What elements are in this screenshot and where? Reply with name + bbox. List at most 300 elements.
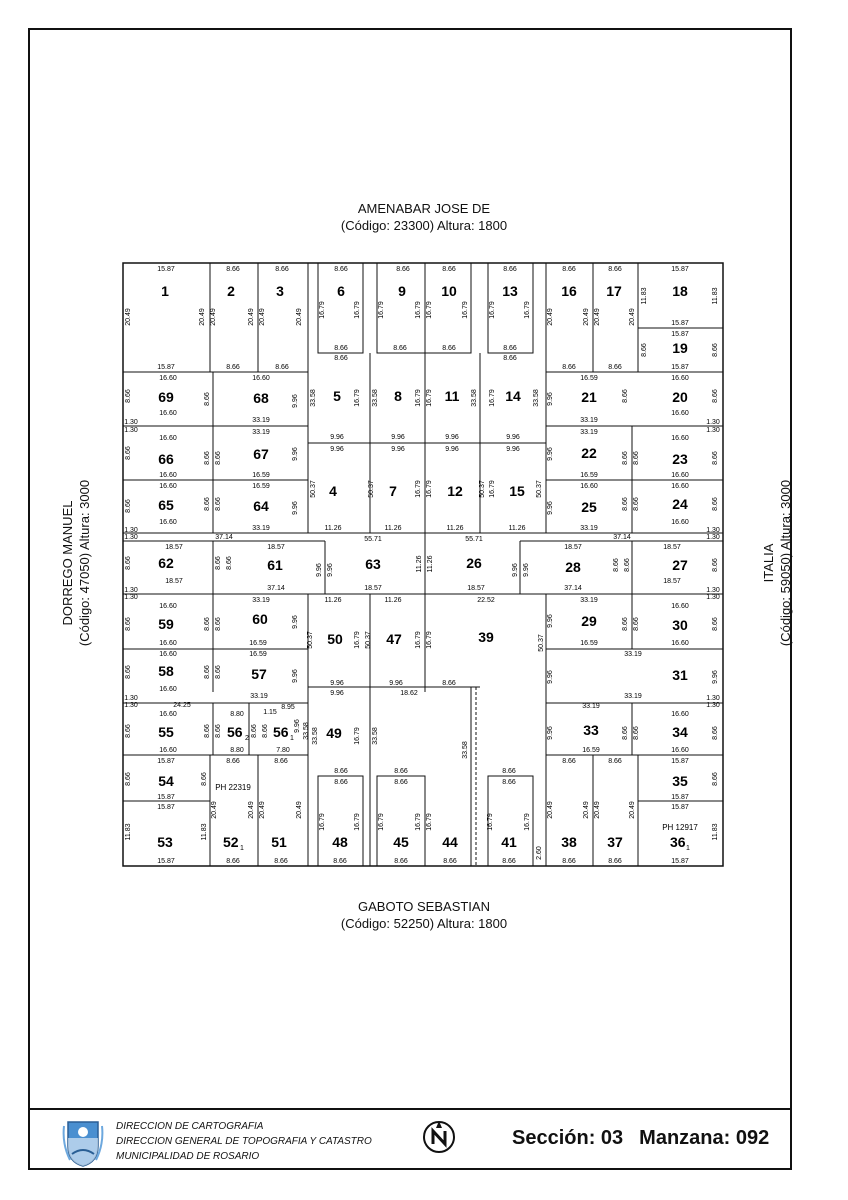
street-north-info: (Código: 23300) Altura: 1800 bbox=[340, 218, 508, 233]
measure: 33.58 bbox=[310, 389, 317, 407]
measure: 8.66 bbox=[226, 364, 240, 371]
measure: 20.49 bbox=[199, 308, 206, 326]
measure: 8.66 bbox=[204, 724, 211, 738]
measure: 8.66 bbox=[226, 758, 240, 765]
lot-number: 44 bbox=[442, 834, 458, 850]
measure: 1.30 bbox=[706, 527, 720, 534]
measure: 8.66 bbox=[633, 726, 640, 740]
measure: 11.26 bbox=[508, 525, 526, 532]
lot-number: 58 bbox=[158, 663, 174, 679]
measure: 20.49 bbox=[259, 308, 266, 326]
measure: 20.49 bbox=[547, 801, 554, 819]
measure: 9.96 bbox=[330, 690, 344, 697]
measure: 11.83 bbox=[125, 823, 132, 841]
lot-number: 62 bbox=[158, 555, 174, 571]
rosario-coat-of-arms-icon bbox=[62, 1116, 104, 1168]
measure: 11.26 bbox=[416, 555, 423, 573]
street-east-name: ITALIA bbox=[761, 543, 776, 583]
measure: 8.66 bbox=[712, 772, 719, 786]
lot-number: 65 bbox=[158, 497, 174, 513]
measure: 33.19 bbox=[580, 417, 598, 424]
measure: 8.66 bbox=[204, 392, 211, 406]
measure: 33.58 bbox=[303, 722, 310, 740]
measure: 16.79 bbox=[319, 813, 326, 831]
lot-number: 31 bbox=[672, 667, 688, 683]
measure: 8.66 bbox=[624, 558, 631, 572]
measure: 16.60 bbox=[671, 603, 689, 610]
measure: 15.87 bbox=[157, 858, 175, 865]
measure: 8.66 bbox=[712, 497, 719, 511]
measure: 16.59 bbox=[252, 472, 270, 479]
lot-number: 28 bbox=[565, 559, 581, 575]
measure: 8.66 bbox=[204, 617, 211, 631]
lot-number: 56 bbox=[227, 724, 243, 740]
measure: 8.66 bbox=[334, 355, 348, 362]
measure: 16.60 bbox=[159, 651, 177, 658]
lot-number: 29 bbox=[581, 613, 597, 629]
measure: 8.66 bbox=[608, 364, 622, 371]
measure: 16.79 bbox=[415, 631, 422, 649]
measure: 16.60 bbox=[671, 472, 689, 479]
measure: 1.15 bbox=[263, 709, 277, 716]
measure: 8.66 bbox=[712, 343, 719, 357]
measure: 20.49 bbox=[547, 308, 554, 326]
measure: 16.59 bbox=[249, 651, 267, 658]
measure: 11.26 bbox=[446, 525, 464, 532]
measure: 33.19 bbox=[624, 693, 642, 700]
measure: 8.66 bbox=[393, 345, 407, 352]
lot-number: 10 bbox=[441, 283, 457, 299]
measure: 1.30 bbox=[706, 594, 720, 601]
lot-number: 54 bbox=[158, 773, 174, 789]
lot-number: 37 bbox=[607, 834, 623, 850]
measure: 9.96 bbox=[330, 680, 344, 687]
street-west-name: DORREGO MANUEL bbox=[60, 500, 75, 626]
lot-subscript: 1 bbox=[686, 845, 690, 852]
measure: 1.30 bbox=[124, 587, 138, 594]
lot-number: 30 bbox=[672, 617, 688, 633]
lot-number: 64 bbox=[253, 498, 269, 514]
lot-number: 9 bbox=[398, 283, 406, 299]
street-north-name: AMENABAR JOSE DE bbox=[357, 201, 491, 216]
lot-number: 49 bbox=[326, 725, 342, 741]
lot-number: 59 bbox=[158, 616, 174, 632]
measure: 16.79 bbox=[319, 301, 326, 319]
measure: 15.87 bbox=[671, 266, 689, 273]
measure: 16.79 bbox=[524, 813, 531, 831]
lot-subscript: 2 bbox=[245, 735, 249, 742]
lot-number: 52 bbox=[223, 834, 239, 850]
measure: 8.66 bbox=[394, 858, 408, 865]
measure: 16.79 bbox=[354, 727, 361, 745]
measure: 18.57 bbox=[663, 544, 681, 551]
measure: 20.49 bbox=[296, 308, 303, 326]
measure: 20.49 bbox=[583, 801, 590, 819]
measure: 9.96 bbox=[292, 394, 299, 408]
measure: 16.60 bbox=[159, 640, 177, 647]
measure: 11.26 bbox=[324, 597, 342, 604]
measure: 1.30 bbox=[124, 419, 138, 426]
measure: 33.58 bbox=[462, 741, 469, 759]
measure: 16.60 bbox=[671, 410, 689, 417]
measure: 9.96 bbox=[547, 392, 554, 406]
lot-number: 63 bbox=[365, 556, 381, 572]
measure: 8.66 bbox=[204, 497, 211, 511]
measure: 8.66 bbox=[503, 266, 517, 273]
measure: 8.66 bbox=[125, 446, 132, 460]
measure: 8.66 bbox=[442, 266, 456, 273]
measure: 8.66 bbox=[443, 858, 457, 865]
measure: 16.60 bbox=[671, 519, 689, 526]
measure: 16.60 bbox=[671, 711, 689, 718]
measure: 8.66 bbox=[394, 779, 408, 786]
measure: 8.80 bbox=[230, 747, 244, 754]
measure: 8.66 bbox=[633, 497, 640, 511]
measure: 8.66 bbox=[712, 389, 719, 403]
measure: 11.26 bbox=[384, 597, 402, 604]
measure: 11.83 bbox=[712, 287, 719, 305]
lot-number: 51 bbox=[271, 834, 287, 850]
measure: 8.66 bbox=[712, 617, 719, 631]
measure: 8.66 bbox=[226, 266, 240, 273]
measure: 16.60 bbox=[671, 435, 689, 442]
lot-number: 45 bbox=[393, 834, 409, 850]
measure: 9.96 bbox=[391, 434, 405, 441]
measure: 8.66 bbox=[562, 758, 576, 765]
lot-number: 5 bbox=[333, 388, 341, 404]
measure: 9.96 bbox=[292, 615, 299, 629]
lot-number: 55 bbox=[158, 724, 174, 740]
measure: 8.66 bbox=[125, 617, 132, 631]
lot-number: 16 bbox=[561, 283, 577, 299]
measure: 16.79 bbox=[378, 813, 385, 831]
measure: 1.30 bbox=[706, 534, 720, 541]
lot-number: 15 bbox=[509, 483, 525, 499]
ph-labels bbox=[215, 783, 698, 832]
measure: 16.60 bbox=[252, 375, 270, 382]
measure: 11.83 bbox=[712, 823, 719, 841]
measure: 8.66 bbox=[215, 451, 222, 465]
lot-number: 8 bbox=[394, 388, 402, 404]
measure: 8.66 bbox=[503, 345, 517, 352]
lot-number: 18 bbox=[672, 283, 688, 299]
measure: 16.79 bbox=[378, 301, 385, 319]
measure: 8.66 bbox=[125, 772, 132, 786]
measure: 8.66 bbox=[394, 768, 408, 775]
measure: 8.66 bbox=[333, 858, 347, 865]
seccion-label: Sección: 03 bbox=[512, 1127, 624, 1149]
lot-number: 24 bbox=[672, 496, 688, 512]
street-east-info: (Código: 59050) Altura: 3000 bbox=[778, 479, 793, 647]
measure: 9.96 bbox=[391, 446, 405, 453]
lot-number: 47 bbox=[386, 631, 402, 647]
measure: 18.57 bbox=[364, 585, 382, 592]
measure: 33.19 bbox=[252, 597, 270, 604]
measure: 8.66 bbox=[622, 497, 629, 511]
measure: 9.96 bbox=[327, 563, 334, 577]
measure: 8.66 bbox=[613, 558, 620, 572]
measure: 8.66 bbox=[262, 724, 269, 738]
measure: 15.87 bbox=[671, 320, 689, 327]
measure: 16.79 bbox=[415, 813, 422, 831]
measure: 16.79 bbox=[489, 480, 496, 498]
lot-number: 26 bbox=[466, 555, 482, 571]
measure: 8.66 bbox=[396, 266, 410, 273]
measure: 8.66 bbox=[274, 858, 288, 865]
lot-number: 48 bbox=[332, 834, 348, 850]
measure: 9.96 bbox=[292, 447, 299, 461]
measure: 8.66 bbox=[125, 724, 132, 738]
measure: 9.96 bbox=[547, 726, 554, 740]
street-south-name: GABOTO SEBASTIAN bbox=[358, 899, 490, 914]
measure: 20.49 bbox=[629, 308, 636, 326]
measure: 16.79 bbox=[354, 813, 361, 831]
lot-number: 35 bbox=[672, 773, 688, 789]
street-south-info: (Código: 52250) Altura: 1800 bbox=[340, 916, 508, 931]
measure: 8.66 bbox=[502, 768, 516, 775]
measure: 8.66 bbox=[622, 451, 629, 465]
measure: 16.79 bbox=[426, 480, 433, 498]
lot-number: 41 bbox=[501, 834, 517, 850]
measure: 50.37 bbox=[310, 480, 317, 498]
measure: 16.60 bbox=[671, 483, 689, 490]
measure: 50.37 bbox=[365, 631, 372, 649]
measure: 11.83 bbox=[201, 823, 208, 841]
measure: 20.49 bbox=[583, 308, 590, 326]
measure: 16.79 bbox=[415, 301, 422, 319]
measure: 20.49 bbox=[248, 308, 255, 326]
measure: 33.19 bbox=[582, 703, 600, 710]
measure: 2.60 bbox=[536, 846, 543, 860]
measure: 1.30 bbox=[706, 587, 720, 594]
measure: 8.66 bbox=[641, 343, 648, 357]
measure: 33.19 bbox=[252, 429, 270, 436]
lot-number: 13 bbox=[502, 283, 518, 299]
measure: 8.66 bbox=[204, 451, 211, 465]
measure: 8.66 bbox=[442, 345, 456, 352]
measure: 15.87 bbox=[157, 758, 175, 765]
measure: 9.96 bbox=[547, 670, 554, 684]
measure: 8.66 bbox=[215, 497, 222, 511]
footer-credits bbox=[116, 1119, 372, 1164]
lot-number: 33 bbox=[583, 722, 599, 738]
measure: 8.66 bbox=[125, 389, 132, 403]
boundary bbox=[377, 263, 471, 353]
measure: 9.96 bbox=[712, 670, 719, 684]
lot-number: 66 bbox=[158, 451, 174, 467]
measure: 16.60 bbox=[159, 686, 177, 693]
measure: 16.79 bbox=[426, 301, 433, 319]
measure: 24.25 bbox=[173, 702, 191, 709]
lot-number: 61 bbox=[267, 557, 283, 573]
measure: 15.87 bbox=[671, 364, 689, 371]
measure: 9.96 bbox=[523, 563, 530, 577]
measure: 18.62 bbox=[400, 690, 418, 697]
measure: 33.58 bbox=[372, 389, 379, 407]
lot-number: 67 bbox=[253, 446, 269, 462]
footer-line-2: DIRECCION GENERAL DE TOPOGRAFIA Y CATASTRO bbox=[116, 1136, 372, 1147]
measure: 8.66 bbox=[125, 556, 132, 570]
measure: 16.59 bbox=[249, 640, 267, 647]
measure: 9.96 bbox=[292, 669, 299, 683]
measure: 8.66 bbox=[215, 724, 222, 738]
manzana-label: Manzana: 092 bbox=[639, 1127, 770, 1149]
measure: 9.96 bbox=[506, 446, 520, 453]
lot-number: 22 bbox=[581, 445, 597, 461]
measure: 1.30 bbox=[124, 427, 138, 434]
lot-number: 53 bbox=[157, 834, 173, 850]
measure: 8.66 bbox=[562, 364, 576, 371]
measure: 20.49 bbox=[210, 308, 217, 326]
measure: 9.96 bbox=[294, 719, 301, 733]
measure: 8.66 bbox=[503, 355, 517, 362]
measure: 11.26 bbox=[384, 525, 402, 532]
measure: 16.79 bbox=[415, 389, 422, 407]
section-block-label bbox=[512, 1127, 785, 1150]
lot-number: 38 bbox=[561, 834, 577, 850]
measure: 9.96 bbox=[292, 501, 299, 515]
measure: 33.58 bbox=[372, 727, 379, 745]
measure: 9.96 bbox=[445, 434, 459, 441]
lot-number: 27 bbox=[672, 557, 688, 573]
measure: 15.87 bbox=[671, 794, 689, 801]
measure: 33.19 bbox=[580, 525, 598, 532]
lot-number: 21 bbox=[581, 389, 597, 405]
measure: 1.30 bbox=[124, 534, 138, 541]
measure: 16.60 bbox=[580, 483, 598, 490]
measure: 8.66 bbox=[226, 858, 240, 865]
measure: 15.87 bbox=[157, 266, 175, 273]
measure: 33.58 bbox=[533, 389, 540, 407]
ph-label: PH 22319 bbox=[215, 783, 251, 792]
measure: 9.96 bbox=[316, 563, 323, 577]
measure: 8.66 bbox=[226, 556, 233, 570]
lot-number: 17 bbox=[606, 283, 622, 299]
measure: 16.79 bbox=[487, 813, 494, 831]
measure: 8.66 bbox=[201, 772, 208, 786]
lot-number: 25 bbox=[581, 499, 597, 515]
measure: 15.87 bbox=[157, 794, 175, 801]
measure: 15.87 bbox=[157, 364, 175, 371]
measure: 8.66 bbox=[125, 499, 132, 513]
measure: 33.19 bbox=[580, 429, 598, 436]
footer-line-3: MUNICIPALIDAD DE ROSARIO bbox=[116, 1151, 260, 1162]
measure: 33.58 bbox=[471, 389, 478, 407]
measure: 9.96 bbox=[512, 563, 519, 577]
measure: 8.66 bbox=[334, 779, 348, 786]
measure: 20.49 bbox=[259, 801, 266, 819]
measure: 9.96 bbox=[547, 614, 554, 628]
measure: 8.66 bbox=[334, 345, 348, 352]
measure: 15.87 bbox=[671, 758, 689, 765]
measure: 8.66 bbox=[608, 858, 622, 865]
measure: 16.79 bbox=[426, 813, 433, 831]
measure: 9.96 bbox=[330, 434, 344, 441]
lot-number: 11 bbox=[444, 388, 460, 404]
measure: 20.49 bbox=[594, 308, 601, 326]
measure: 50.37 bbox=[307, 631, 314, 649]
measure: 16.79 bbox=[354, 631, 361, 649]
measure: 8.66 bbox=[274, 758, 288, 765]
measure: 18.57 bbox=[564, 544, 582, 551]
measure: 1.30 bbox=[124, 527, 138, 534]
measure: 16.79 bbox=[489, 389, 496, 407]
measure: 8.66 bbox=[204, 665, 211, 679]
measure: 1.30 bbox=[124, 702, 138, 709]
lot-numbers-subscript bbox=[223, 724, 690, 852]
measure: 16.60 bbox=[159, 747, 177, 754]
measure: 16.79 bbox=[415, 480, 422, 498]
measure: 37.14 bbox=[613, 534, 631, 541]
measure: 9.96 bbox=[389, 680, 403, 687]
lot-number: 1 bbox=[161, 283, 169, 299]
ph-label: PH 12917 bbox=[662, 823, 698, 832]
lot-boundaries bbox=[123, 263, 723, 866]
measure: 20.49 bbox=[211, 801, 218, 819]
measure: 20.49 bbox=[594, 801, 601, 819]
measurements-vertical bbox=[125, 287, 719, 859]
lot-number: 20 bbox=[672, 389, 688, 405]
measure: 16.79 bbox=[354, 301, 361, 319]
measure: 50.37 bbox=[479, 480, 486, 498]
measure: 8.66 bbox=[502, 858, 516, 865]
measure: 1.30 bbox=[706, 419, 720, 426]
measure: 8.66 bbox=[608, 266, 622, 273]
measure: 16.60 bbox=[159, 375, 177, 382]
measure: 11.26 bbox=[324, 525, 342, 532]
measure: 16.60 bbox=[159, 603, 177, 610]
measure: 16.60 bbox=[671, 375, 689, 382]
measure: 8.66 bbox=[334, 266, 348, 273]
measure: 18.57 bbox=[467, 585, 485, 592]
lot-number: 23 bbox=[672, 451, 688, 467]
measure: 8.66 bbox=[215, 665, 222, 679]
measure: 16.60 bbox=[159, 472, 177, 479]
measure: 33.58 bbox=[312, 727, 319, 745]
measure: 16.60 bbox=[159, 711, 177, 718]
measure: 16.79 bbox=[426, 389, 433, 407]
measure: 15.87 bbox=[671, 804, 689, 811]
measure: 18.57 bbox=[165, 578, 183, 585]
measure: 9.96 bbox=[330, 446, 344, 453]
measure: 37.14 bbox=[267, 585, 285, 592]
lot-number: 56 bbox=[273, 724, 289, 740]
street-west-info: (Código: 47050) Altura: 3000 bbox=[77, 479, 92, 647]
measure: 16.60 bbox=[671, 747, 689, 754]
lot-number: 68 bbox=[253, 390, 269, 406]
measure: 8.66 bbox=[334, 768, 348, 775]
measure: 50.37 bbox=[536, 480, 543, 498]
measure: 8.66 bbox=[251, 724, 258, 738]
measure: 33.19 bbox=[252, 417, 270, 424]
measure: 16.59 bbox=[252, 483, 270, 490]
measure: 8.66 bbox=[633, 617, 640, 631]
measure: 15.87 bbox=[157, 804, 175, 811]
measure: 8.66 bbox=[622, 389, 629, 403]
measure: 16.60 bbox=[159, 410, 177, 417]
measure: 8.95 bbox=[281, 704, 295, 711]
measure: 55.71 bbox=[465, 536, 483, 543]
lot-number: 3 bbox=[276, 283, 284, 299]
measure: 20.49 bbox=[125, 308, 132, 326]
measure: 33.19 bbox=[624, 651, 642, 658]
measure: 18.57 bbox=[267, 544, 285, 551]
measure: 16.79 bbox=[489, 301, 496, 319]
measure: 16.79 bbox=[524, 301, 531, 319]
measure: 8.66 bbox=[712, 451, 719, 465]
lot-number: 14 bbox=[505, 388, 521, 404]
measure: 8.66 bbox=[622, 726, 629, 740]
